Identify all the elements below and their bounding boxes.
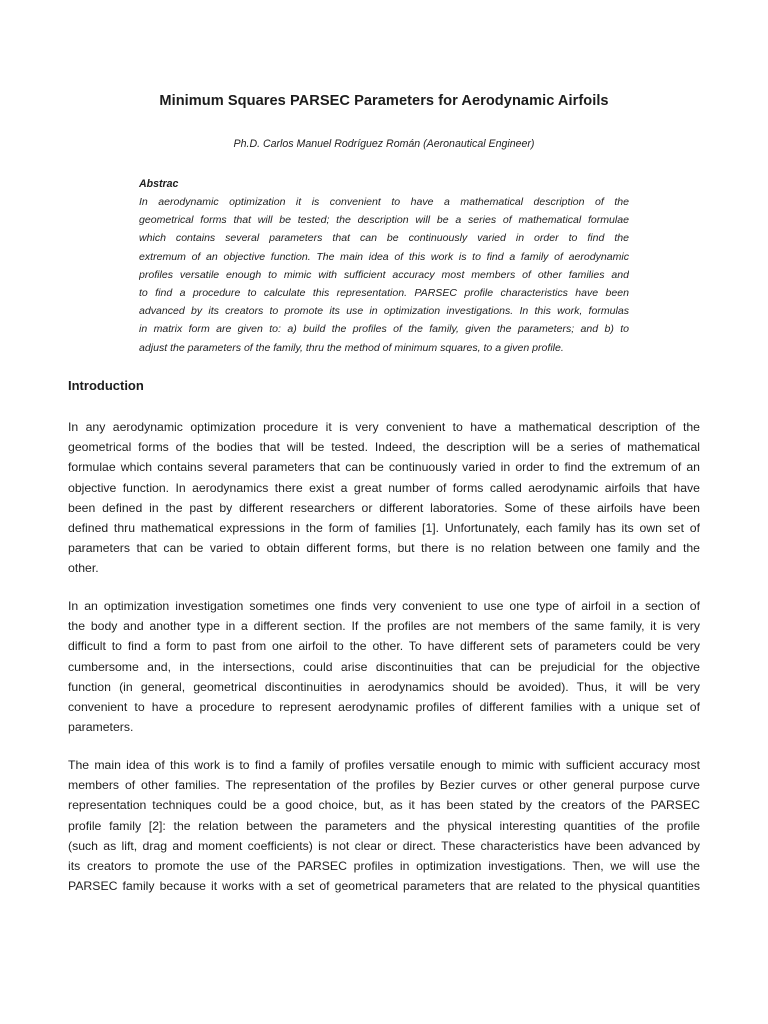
paper-title: Minimum Squares PARSEC Parameters for Aerodynamic Airfoils xyxy=(159,93,609,109)
paragraph-line: other. xyxy=(68,561,99,576)
abstract-line: profiles versatile enough to mimic with sufficient accuracy most members of other families and xyxy=(139,268,629,281)
paragraph-line: geometrical forms of the bodies that will be tested. Indeed, the description will be a series of mathematical xyxy=(68,440,700,455)
abstract-line: adjust the parameters of the family, thru the method of minimum squares, to a given profile. xyxy=(139,341,564,354)
abstract-body xyxy=(139,193,629,357)
abstract-line: In aerodynamic optimization it is convenient to have a mathematical description of the xyxy=(139,196,629,208)
paragraph-line: convenient to have a procedure to represent aerodynamic profiles of different families with a unique set of xyxy=(68,700,700,715)
abstract-line: in matrix form are given to: a) build the profiles of the family, given the parameters; and b) to xyxy=(139,323,629,336)
paragraph-line: The main idea of this work is to find a family of profiles versatile enough to mimic with sufficient accuracy most xyxy=(68,758,700,772)
paragraph-line: profile family [2]: the relation between the parameters and the physical interesting quantities of the profile xyxy=(68,818,700,833)
paragraph-line: PARSEC family because it works with a set of geometrical parameters that are related to the physical quantities xyxy=(68,879,700,894)
abstract-line: geometrical forms that will be tested; the description will be a series of mathematical formulae xyxy=(139,214,629,227)
abstract-heading: Abstrac xyxy=(139,178,179,190)
paragraph-2 xyxy=(68,596,700,737)
paragraph-line: the body and another type in a different section. If the profiles are not members of the same family, it is very xyxy=(68,619,700,634)
paragraph-line: (such as lift, drag and moment coefficients) is not clear or direct. These characteristics have been advanced by xyxy=(68,838,700,853)
paragraph-line: members of other families. The representation of the profiles by Bezier curves or other general purpose curve xyxy=(68,778,700,793)
paragraph-line: defined thru mathematical expressions in the form of families [1]. Unfortunately, each family has its own set of xyxy=(68,521,700,536)
paragraph-line: representation techniques could be a good choice, but, as it has been stated by the creators of the PARSEC xyxy=(68,798,700,813)
paragraph-line: objective function. In aerodynamics there exist a great number of forms called aerodynamic airfoils that have xyxy=(68,480,700,495)
paragraph-line: In an optimization investigation sometimes one finds very convenient to use one type of airfoil in a section of xyxy=(68,599,700,613)
paragraph-1 xyxy=(68,417,700,579)
abstract-block xyxy=(139,175,629,357)
paragraph-line: In any aerodynamic optimization procedure it is very convenient to have a mathematical description of the xyxy=(68,420,700,434)
paragraph-line: function (in general, geometrical discontinuities in aerodynamics should be avoided). Thus, it will be very xyxy=(68,679,700,694)
paragraph-line: parameters that can be varied to obtain different forms, but there is no relation between one family and the xyxy=(68,541,700,556)
abstract-line: to find a procedure to calculate this representation. PARSEC profile characteristics have been xyxy=(139,287,629,300)
paragraph-3 xyxy=(68,755,700,896)
section-heading-introduction: Introduction xyxy=(68,378,144,393)
paragraph-line: been defined in the past by different researchers or different laboratories. Some of these airfoils have been xyxy=(68,500,700,515)
paragraph-line: parameters. xyxy=(68,720,134,735)
paragraph-line: cumbersome and, in the intersections, could arise discontinuities that can be prejudicial for the objective xyxy=(68,659,700,674)
paragraph-line: its creators to promote the use of the PARSEC profiles in optimization investigations. Then, we will use the xyxy=(68,859,700,874)
paragraph-line: difficult to find a form to past from one airfoil to the other. To have different sets of parameters could be very xyxy=(68,639,700,654)
abstract-line: which contains several parameters that can be continuously varied in order to find the xyxy=(139,232,629,245)
abstract-line: advanced by its creators to promote its use in optimization investigations. In this work, formulas xyxy=(139,305,629,318)
paper-author: Ph.D. Carlos Manuel Rodríguez Román (Aeronautical Engineer) xyxy=(233,138,535,150)
abstract-line: extremum of an objective function. The main idea of this work is to find a family of aerodynamic xyxy=(139,250,629,263)
paragraph-line: formulae which contains several parameters that can be continuously varied in order to find the extremum of an xyxy=(68,460,700,475)
